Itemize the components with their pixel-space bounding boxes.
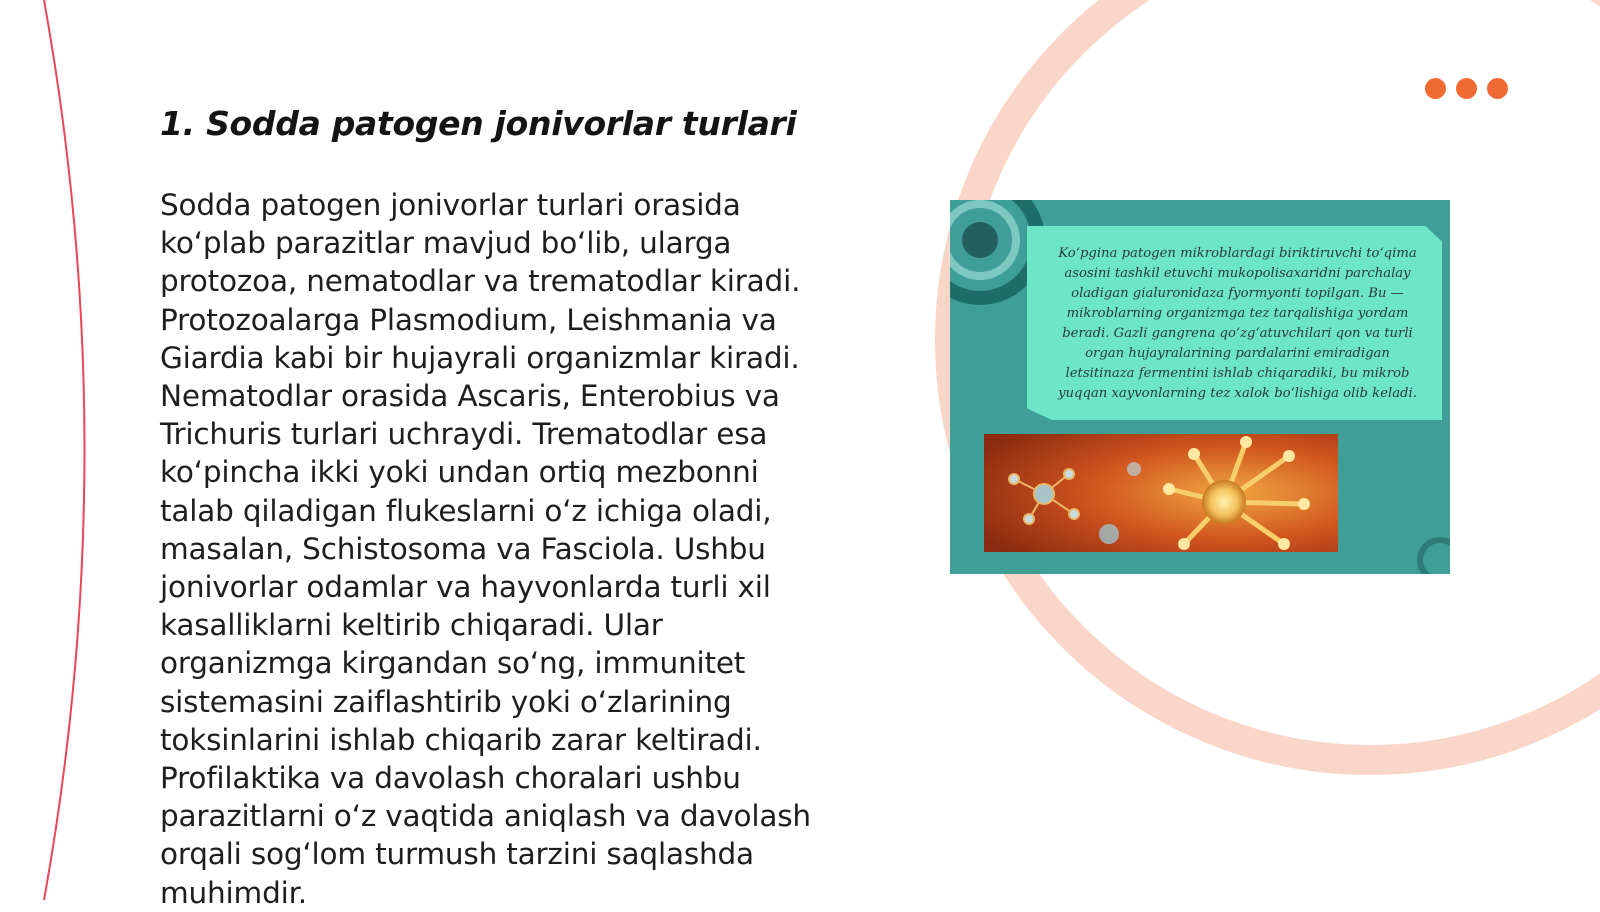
left-margin-curve: [44, 0, 85, 900]
slide-image: [950, 200, 1450, 574]
more-dots-icon: [1425, 78, 1508, 99]
virus-illustration: [984, 434, 1338, 552]
slide-body-text: Sodda patogen jonivorlar turlari orasida ko‘plab parazitlar mavjud bo‘lib, ularga protozoa, nematodlar va trematodlar kiradi. Protozoalarga Plasmodium, Leishmania va Giardia kabi bir hujayrali organizmlar kiradi. Nematodlar orasida Ascaris, Enterobius va Trichuris turlari uchraydi. Trematodlar esa ko‘pincha ikki yoki undan ortiq mezbonni talab qiladigan flukeslarni o‘z ichiga oladi, masalan, Schistosoma va Fasciola. Ushbu jonivorlar odamlar va hayvonlarda turli xil kasalliklarni keltirib chiqaradi. Ular organizmga kirgandan so‘ng, immunitet sistemasini zaiflashtirib yoki o‘zlarining toksinlarini ishlab chiqarib zarar keltiradi. Profilaktika va davolash choralari ushbu parazitlarni o‘z vaqtida aniqlash va davolash orqali sog‘lom turmush tarzini saqlashda muhimdir.: [160, 188, 811, 910]
image-caption-text: Ko‘pgina patogen mikroblardagi biriktiruvchi to‘qima asosini tashkil etuvchi mukopolisaxaridni parchalay oladigan gialuronidaza fyormyonti topilgan. Bu — mikroblarning organizmga tez tarqalishiga yordam beradi. Gazli gangrena qo‘zg‘atuvchilari qon va turli organ hujayralarining pardalarini emiradigan letsitinaza fermentini ishlab chiqaradiki, bu mikrob yuqqan xayvonlarning tez xalok bo‘lishiga olib keladi.: [1058, 246, 1417, 401]
slide-title: 1. Sodda patogen jonivorlar turlari: [160, 104, 797, 143]
